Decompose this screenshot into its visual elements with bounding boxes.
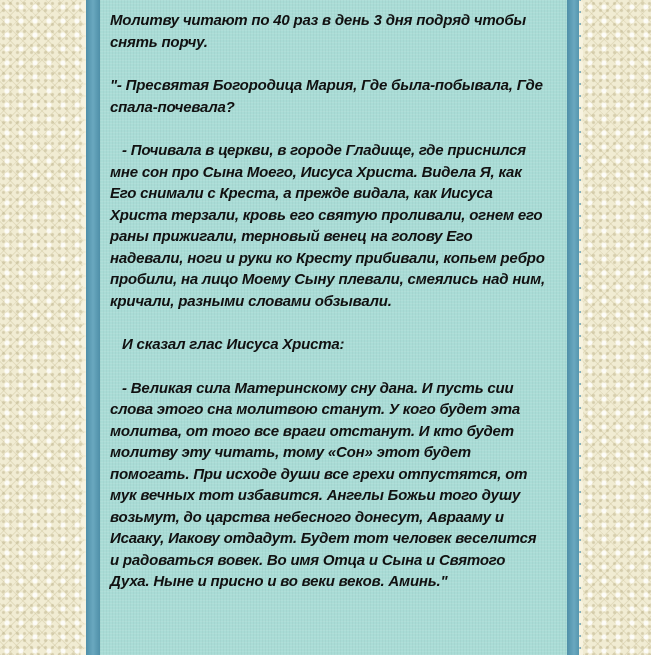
ribbon-left	[86, 0, 100, 655]
blessing-paragraph: - Великая сила Материнскому сну дана. И пусть сии слова этого сна молитвою станут. У кого будет эта молитва, от того все враги отстанут. И кто будет молитву эту читать, тому «Сон» этот будет помогать. При исходе души все грехи отпустятся, от мук вечных тот избавится. Ангелы Божьи того душу возьмут, до царства небесного донесут, Аврааму и Исааку, Иакову отдадут. Будет тот человек веселится и радоваться вовек. Во имя Отца и Сына и Святого Духа. Ныне и присно и во веки веков. Аминь."	[110, 379, 537, 590]
voice-paragraph: И сказал глас Иисуса Христа:	[122, 336, 345, 353]
lace-scallop-left	[74, 0, 86, 655]
prayer-text	[110, 10, 546, 593]
question-paragraph: "- Пресвятая Богородица Мария, Где была-побывала, Где спала-почевала?	[110, 77, 543, 116]
lace-border-right	[583, 0, 651, 655]
instruction-paragraph: Молитву читают по 40 раз в день 3 дня подряд чтобы снять порчу.	[110, 12, 527, 51]
lace-border-left	[0, 0, 84, 655]
answer-paragraph: - Почивала в церкви, в городе Гладище, где приснился мне сон про Сына Моего, Иисуса Христа. Видела Я, как Его снимали с Креста, а прежде видала, как Иисуса Христа терзали, кровь его святую проливали, огнем его раны прижигали, терновый венец на голову Его надевали, ноги и руки ко Кресту прибивали, копьем ребро пробили, на лицо Моему Сыну плевали, смеялись над ним, кричали, разными словами обзывали.	[110, 142, 546, 310]
